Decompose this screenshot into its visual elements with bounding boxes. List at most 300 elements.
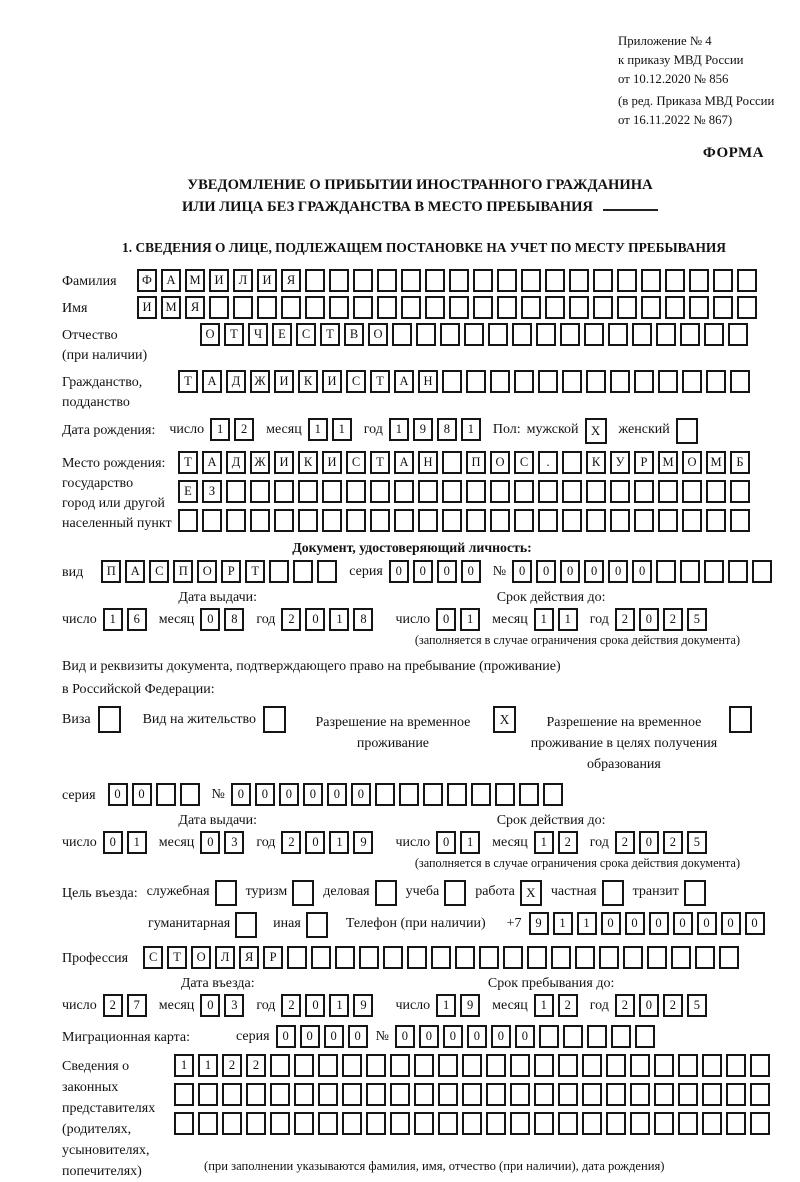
- char-cell[interactable]: [270, 1083, 290, 1106]
- char-cell[interactable]: [156, 783, 176, 806]
- char-cell[interactable]: [587, 1025, 607, 1048]
- char-cell[interactable]: Р: [263, 946, 283, 969]
- char-cell[interactable]: 0: [389, 560, 409, 583]
- char-cell[interactable]: [464, 323, 484, 346]
- char-cell[interactable]: И: [322, 451, 342, 474]
- char-cell[interactable]: [174, 1083, 194, 1106]
- char-cell[interactable]: [654, 1054, 674, 1077]
- char-cell[interactable]: 0: [601, 912, 621, 935]
- char-cell[interactable]: [630, 1083, 650, 1106]
- char-cell[interactable]: [250, 509, 270, 532]
- char-cell[interactable]: 2: [222, 1054, 242, 1077]
- char-cell[interactable]: 0: [721, 912, 741, 935]
- char-cell[interactable]: Т: [370, 370, 390, 393]
- char-cell[interactable]: [682, 509, 702, 532]
- char-cell[interactable]: [444, 880, 466, 906]
- char-cell[interactable]: [510, 1054, 530, 1077]
- char-cell[interactable]: Ж: [250, 370, 270, 393]
- char-cell[interactable]: Р: [634, 451, 654, 474]
- char-cell[interactable]: [442, 370, 462, 393]
- char-cell[interactable]: 1: [436, 994, 456, 1017]
- char-cell[interactable]: 0: [327, 783, 347, 806]
- char-cell[interactable]: К: [298, 370, 318, 393]
- char-cell[interactable]: [678, 1054, 698, 1077]
- char-cell[interactable]: [270, 1112, 290, 1135]
- char-cell[interactable]: Б: [730, 451, 750, 474]
- char-cell[interactable]: О: [682, 451, 702, 474]
- char-cell[interactable]: 0: [103, 831, 123, 854]
- char-cell[interactable]: 2: [558, 831, 578, 854]
- char-cell[interactable]: 9: [353, 994, 373, 1017]
- char-cell[interactable]: [401, 296, 421, 319]
- char-cell[interactable]: [534, 1083, 554, 1106]
- char-cell[interactable]: [98, 706, 121, 733]
- char-cell[interactable]: [198, 1083, 218, 1106]
- char-cell[interactable]: 0: [649, 912, 669, 935]
- char-cell[interactable]: 0: [673, 912, 693, 935]
- char-cell[interactable]: 0: [305, 994, 325, 1017]
- char-cell[interactable]: 1: [329, 608, 349, 631]
- char-cell[interactable]: Т: [178, 451, 198, 474]
- char-cell[interactable]: [449, 269, 469, 292]
- char-cell[interactable]: О: [191, 946, 211, 969]
- char-cell[interactable]: И: [274, 370, 294, 393]
- char-cell[interactable]: [394, 509, 414, 532]
- char-cell[interactable]: [497, 296, 517, 319]
- char-cell[interactable]: 9: [460, 994, 480, 1017]
- char-cell[interactable]: [750, 1112, 770, 1135]
- char-cell[interactable]: [246, 1083, 266, 1106]
- char-cell[interactable]: К: [298, 451, 318, 474]
- char-cell[interactable]: 1: [308, 418, 328, 441]
- char-cell[interactable]: 0: [231, 783, 251, 806]
- char-cell[interactable]: [521, 296, 541, 319]
- char-cell[interactable]: 0: [512, 560, 532, 583]
- char-cell[interactable]: И: [274, 451, 294, 474]
- char-cell[interactable]: 0: [413, 560, 433, 583]
- char-cell[interactable]: [440, 323, 460, 346]
- char-cell[interactable]: [394, 480, 414, 503]
- char-cell[interactable]: [488, 323, 508, 346]
- char-cell[interactable]: 0: [279, 783, 299, 806]
- char-cell[interactable]: [750, 1083, 770, 1106]
- char-cell[interactable]: [750, 1054, 770, 1077]
- char-cell[interactable]: [471, 783, 491, 806]
- char-cell[interactable]: [641, 296, 661, 319]
- char-cell[interactable]: 1: [198, 1054, 218, 1077]
- char-cell[interactable]: [689, 269, 709, 292]
- char-cell[interactable]: [414, 1054, 434, 1077]
- char-cell[interactable]: [632, 323, 652, 346]
- char-cell[interactable]: 0: [348, 1025, 368, 1048]
- char-cell[interactable]: [353, 296, 373, 319]
- char-cell[interactable]: М: [706, 451, 726, 474]
- char-cell[interactable]: П: [466, 451, 486, 474]
- char-cell[interactable]: [704, 323, 724, 346]
- char-cell[interactable]: [298, 509, 318, 532]
- char-cell[interactable]: [586, 509, 606, 532]
- char-cell[interactable]: [635, 1025, 655, 1048]
- char-cell[interactable]: [287, 946, 307, 969]
- char-cell[interactable]: 1: [461, 418, 481, 441]
- char-cell[interactable]: [178, 509, 198, 532]
- char-cell[interactable]: 1: [210, 418, 230, 441]
- char-cell[interactable]: [377, 296, 397, 319]
- char-cell[interactable]: [521, 269, 541, 292]
- char-cell[interactable]: [617, 296, 637, 319]
- char-cell[interactable]: [514, 370, 534, 393]
- char-cell[interactable]: 7: [127, 994, 147, 1017]
- char-cell[interactable]: [293, 560, 313, 583]
- char-cell[interactable]: [318, 1112, 338, 1135]
- char-cell[interactable]: Л: [233, 269, 253, 292]
- char-cell[interactable]: [630, 1112, 650, 1135]
- char-cell[interactable]: [534, 1054, 554, 1077]
- char-cell[interactable]: 2: [663, 994, 683, 1017]
- char-cell[interactable]: [586, 370, 606, 393]
- char-cell[interactable]: 0: [436, 608, 456, 631]
- char-cell[interactable]: 2: [615, 994, 635, 1017]
- char-cell[interactable]: 1: [577, 912, 597, 935]
- char-cell[interactable]: [575, 946, 595, 969]
- char-cell[interactable]: [684, 880, 706, 906]
- char-cell[interactable]: Л: [215, 946, 235, 969]
- char-cell[interactable]: [538, 480, 558, 503]
- char-cell[interactable]: [582, 1083, 602, 1106]
- char-cell[interactable]: [730, 480, 750, 503]
- char-cell[interactable]: [551, 946, 571, 969]
- char-cell[interactable]: [438, 1112, 458, 1135]
- char-cell[interactable]: [486, 1083, 506, 1106]
- char-cell[interactable]: 2: [663, 831, 683, 854]
- char-cell[interactable]: [730, 370, 750, 393]
- char-cell[interactable]: А: [161, 269, 181, 292]
- char-cell[interactable]: [695, 946, 715, 969]
- char-cell[interactable]: [342, 1083, 362, 1106]
- char-cell[interactable]: С: [346, 451, 366, 474]
- char-cell[interactable]: [416, 323, 436, 346]
- char-cell[interactable]: [305, 296, 325, 319]
- char-cell[interactable]: [353, 269, 373, 292]
- char-cell[interactable]: М: [185, 269, 205, 292]
- char-cell[interactable]: [656, 323, 676, 346]
- char-cell[interactable]: [702, 1054, 722, 1077]
- char-cell[interactable]: [647, 946, 667, 969]
- char-cell[interactable]: [634, 509, 654, 532]
- char-cell[interactable]: [375, 880, 397, 906]
- char-cell[interactable]: [606, 1054, 626, 1077]
- char-cell[interactable]: [322, 509, 342, 532]
- char-cell[interactable]: 1: [329, 994, 349, 1017]
- char-cell[interactable]: 2: [615, 831, 635, 854]
- char-cell[interactable]: [342, 1112, 362, 1135]
- char-cell[interactable]: [608, 323, 628, 346]
- char-cell[interactable]: [473, 269, 493, 292]
- char-cell[interactable]: [678, 1083, 698, 1106]
- char-cell[interactable]: [641, 269, 661, 292]
- char-cell[interactable]: 1: [127, 831, 147, 854]
- char-cell[interactable]: [706, 480, 726, 503]
- char-cell[interactable]: [558, 1083, 578, 1106]
- char-cell[interactable]: [209, 296, 229, 319]
- char-cell[interactable]: Ф: [137, 269, 157, 292]
- char-cell[interactable]: 2: [615, 608, 635, 631]
- char-cell[interactable]: [680, 560, 700, 583]
- char-cell[interactable]: 0: [132, 783, 152, 806]
- char-cell[interactable]: М: [161, 296, 181, 319]
- char-cell[interactable]: [486, 1054, 506, 1077]
- char-cell[interactable]: [318, 1054, 338, 1077]
- char-cell[interactable]: [370, 480, 390, 503]
- char-cell[interactable]: Д: [226, 370, 246, 393]
- char-cell[interactable]: И: [322, 370, 342, 393]
- char-cell[interactable]: [399, 783, 419, 806]
- char-cell[interactable]: [602, 880, 624, 906]
- char-cell[interactable]: [560, 323, 580, 346]
- char-cell[interactable]: [490, 370, 510, 393]
- char-cell[interactable]: [706, 370, 726, 393]
- char-cell[interactable]: [726, 1112, 746, 1135]
- char-cell[interactable]: [654, 1112, 674, 1135]
- char-cell[interactable]: 2: [281, 831, 301, 854]
- char-cell[interactable]: И: [137, 296, 157, 319]
- char-cell[interactable]: [466, 509, 486, 532]
- char-cell[interactable]: [292, 880, 314, 906]
- char-cell[interactable]: 0: [745, 912, 765, 935]
- char-cell[interactable]: [414, 1083, 434, 1106]
- char-cell[interactable]: М: [658, 451, 678, 474]
- char-cell[interactable]: [257, 296, 277, 319]
- char-cell[interactable]: [599, 946, 619, 969]
- char-cell[interactable]: [503, 946, 523, 969]
- char-cell[interactable]: [527, 946, 547, 969]
- char-cell[interactable]: [593, 269, 613, 292]
- char-cell[interactable]: [680, 323, 700, 346]
- char-cell[interactable]: X: [493, 706, 516, 733]
- char-cell[interactable]: [658, 370, 678, 393]
- char-cell[interactable]: 0: [639, 608, 659, 631]
- char-cell[interactable]: [634, 370, 654, 393]
- char-cell[interactable]: Е: [272, 323, 292, 346]
- char-cell[interactable]: О: [490, 451, 510, 474]
- char-cell[interactable]: 0: [584, 560, 604, 583]
- char-cell[interactable]: И: [209, 269, 229, 292]
- char-cell[interactable]: [682, 370, 702, 393]
- char-cell[interactable]: 1: [558, 608, 578, 631]
- char-cell[interactable]: 2: [246, 1054, 266, 1077]
- char-cell[interactable]: 0: [515, 1025, 535, 1048]
- char-cell[interactable]: [447, 783, 467, 806]
- char-cell[interactable]: [593, 296, 613, 319]
- char-cell[interactable]: [514, 480, 534, 503]
- char-cell[interactable]: Т: [167, 946, 187, 969]
- char-cell[interactable]: [610, 480, 630, 503]
- char-cell[interactable]: [306, 912, 328, 938]
- char-cell[interactable]: [294, 1083, 314, 1106]
- char-cell[interactable]: [678, 1112, 698, 1135]
- char-cell[interactable]: [418, 509, 438, 532]
- char-cell[interactable]: [510, 1083, 530, 1106]
- char-cell[interactable]: [584, 323, 604, 346]
- char-cell[interactable]: [510, 1112, 530, 1135]
- char-cell[interactable]: [335, 946, 355, 969]
- char-cell[interactable]: [606, 1083, 626, 1106]
- char-cell[interactable]: [294, 1054, 314, 1077]
- char-cell[interactable]: 1: [329, 831, 349, 854]
- char-cell[interactable]: Т: [320, 323, 340, 346]
- char-cell[interactable]: [370, 509, 390, 532]
- char-cell[interactable]: 0: [200, 831, 220, 854]
- char-cell[interactable]: 1: [174, 1054, 194, 1077]
- char-cell[interactable]: [582, 1054, 602, 1077]
- char-cell[interactable]: [366, 1054, 386, 1077]
- char-cell[interactable]: [630, 1054, 650, 1077]
- char-cell[interactable]: 0: [437, 560, 457, 583]
- char-cell[interactable]: [269, 560, 289, 583]
- char-cell[interactable]: [174, 1112, 194, 1135]
- char-cell[interactable]: О: [200, 323, 220, 346]
- char-cell[interactable]: [198, 1112, 218, 1135]
- char-cell[interactable]: [383, 946, 403, 969]
- char-cell[interactable]: [390, 1054, 410, 1077]
- char-cell[interactable]: П: [101, 560, 121, 583]
- char-cell[interactable]: Н: [418, 370, 438, 393]
- char-cell[interactable]: Е: [178, 480, 198, 503]
- char-cell[interactable]: 0: [491, 1025, 511, 1048]
- char-cell[interactable]: 0: [536, 560, 556, 583]
- char-cell[interactable]: [704, 560, 724, 583]
- char-cell[interactable]: [449, 296, 469, 319]
- char-cell[interactable]: [563, 1025, 583, 1048]
- char-cell[interactable]: [246, 1112, 266, 1135]
- char-cell[interactable]: [730, 509, 750, 532]
- char-cell[interactable]: [250, 480, 270, 503]
- char-cell[interactable]: 1: [534, 608, 554, 631]
- char-cell[interactable]: [610, 370, 630, 393]
- char-cell[interactable]: 0: [419, 1025, 439, 1048]
- char-cell[interactable]: [235, 912, 257, 938]
- char-cell[interactable]: 0: [608, 560, 628, 583]
- char-cell[interactable]: [462, 1083, 482, 1106]
- char-cell[interactable]: [270, 1054, 290, 1077]
- char-cell[interactable]: [713, 269, 733, 292]
- char-cell[interactable]: А: [202, 370, 222, 393]
- char-cell[interactable]: 8: [224, 608, 244, 631]
- char-cell[interactable]: 0: [639, 994, 659, 1017]
- char-cell[interactable]: [658, 480, 678, 503]
- char-cell[interactable]: [702, 1083, 722, 1106]
- char-cell[interactable]: Я: [239, 946, 259, 969]
- char-cell[interactable]: [425, 269, 445, 292]
- char-cell[interactable]: А: [394, 370, 414, 393]
- char-cell[interactable]: [726, 1054, 746, 1077]
- char-cell[interactable]: [322, 480, 342, 503]
- char-cell[interactable]: 3: [224, 994, 244, 1017]
- char-cell[interactable]: У: [610, 451, 630, 474]
- char-cell[interactable]: 0: [697, 912, 717, 935]
- char-cell[interactable]: [222, 1083, 242, 1106]
- char-cell[interactable]: [442, 451, 462, 474]
- char-cell[interactable]: [294, 1112, 314, 1135]
- char-cell[interactable]: 1: [460, 608, 480, 631]
- char-cell[interactable]: [545, 296, 565, 319]
- char-cell[interactable]: 0: [639, 831, 659, 854]
- char-cell[interactable]: [392, 323, 412, 346]
- char-cell[interactable]: [623, 946, 643, 969]
- char-cell[interactable]: [538, 509, 558, 532]
- char-cell[interactable]: 1: [534, 994, 554, 1017]
- char-cell[interactable]: [423, 783, 443, 806]
- char-cell[interactable]: [497, 269, 517, 292]
- char-cell[interactable]: [438, 1054, 458, 1077]
- char-cell[interactable]: 0: [200, 608, 220, 631]
- char-cell[interactable]: [311, 946, 331, 969]
- char-cell[interactable]: [462, 1112, 482, 1135]
- char-cell[interactable]: [431, 946, 451, 969]
- char-cell[interactable]: 5: [687, 608, 707, 631]
- char-cell[interactable]: [305, 269, 325, 292]
- char-cell[interactable]: [407, 946, 427, 969]
- char-cell[interactable]: 1: [553, 912, 573, 935]
- char-cell[interactable]: [442, 480, 462, 503]
- char-cell[interactable]: Т: [370, 451, 390, 474]
- char-cell[interactable]: [281, 296, 301, 319]
- char-cell[interactable]: 0: [255, 783, 275, 806]
- char-cell[interactable]: [713, 296, 733, 319]
- char-cell[interactable]: Т: [178, 370, 198, 393]
- char-cell[interactable]: [719, 946, 739, 969]
- char-cell[interactable]: А: [394, 451, 414, 474]
- char-cell[interactable]: [737, 296, 757, 319]
- char-cell[interactable]: [377, 269, 397, 292]
- char-cell[interactable]: [536, 323, 556, 346]
- char-cell[interactable]: [274, 509, 294, 532]
- char-cell[interactable]: [455, 946, 475, 969]
- char-cell[interactable]: 2: [281, 994, 301, 1017]
- char-cell[interactable]: П: [173, 560, 193, 583]
- char-cell[interactable]: А: [125, 560, 145, 583]
- char-cell[interactable]: [375, 783, 395, 806]
- char-cell[interactable]: [473, 296, 493, 319]
- char-cell[interactable]: К: [586, 451, 606, 474]
- char-cell[interactable]: [263, 706, 286, 733]
- char-cell[interactable]: [226, 509, 246, 532]
- char-cell[interactable]: 9: [413, 418, 433, 441]
- char-cell[interactable]: [318, 1083, 338, 1106]
- char-cell[interactable]: [490, 480, 510, 503]
- char-cell[interactable]: 5: [687, 994, 707, 1017]
- char-cell[interactable]: 0: [200, 994, 220, 1017]
- char-cell[interactable]: 0: [108, 783, 128, 806]
- char-cell[interactable]: [366, 1083, 386, 1106]
- char-cell[interactable]: [562, 480, 582, 503]
- char-cell[interactable]: [390, 1112, 410, 1135]
- char-cell[interactable]: О: [368, 323, 388, 346]
- char-cell[interactable]: [617, 269, 637, 292]
- char-cell[interactable]: [512, 323, 532, 346]
- char-cell[interactable]: 5: [687, 831, 707, 854]
- char-cell[interactable]: [466, 370, 486, 393]
- char-cell[interactable]: 0: [625, 912, 645, 935]
- char-cell[interactable]: [298, 480, 318, 503]
- char-cell[interactable]: [586, 480, 606, 503]
- char-cell[interactable]: [569, 296, 589, 319]
- char-cell[interactable]: [702, 1112, 722, 1135]
- char-cell[interactable]: 1: [332, 418, 352, 441]
- char-cell[interactable]: [658, 509, 678, 532]
- char-cell[interactable]: [479, 946, 499, 969]
- char-cell[interactable]: [665, 296, 685, 319]
